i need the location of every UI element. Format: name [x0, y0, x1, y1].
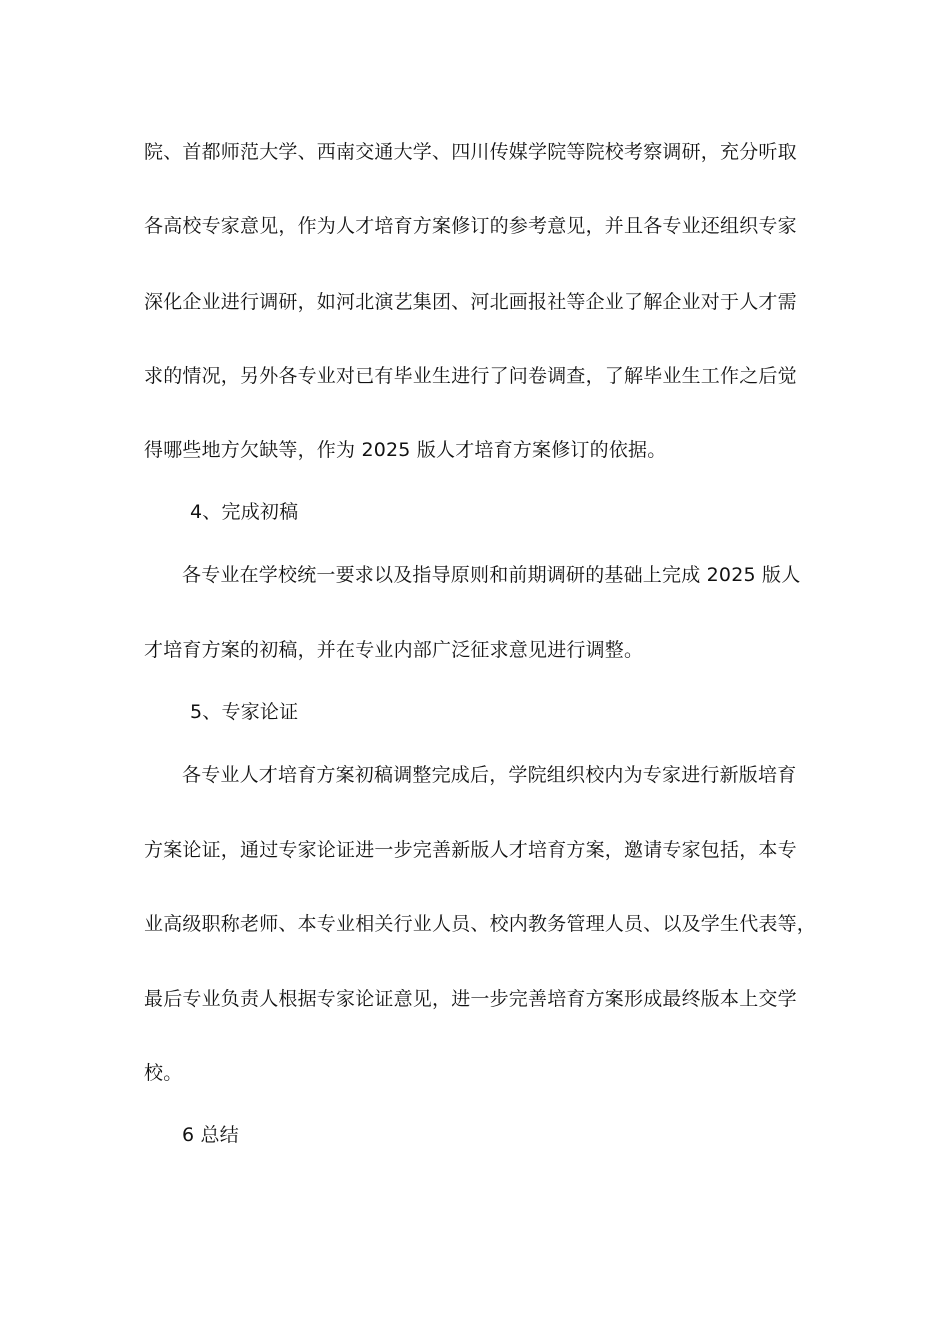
- section-heading: 5、专家论证: [190, 701, 299, 723]
- paragraph-line: 才培育方案的初稿，并在专业内部广泛征求意见进行调整。: [144, 639, 644, 661]
- paragraph-line: 方案论证，通过专家论证进一步完善新版人才培育方案，邀请专家包括，本专: [144, 839, 797, 861]
- paragraph-line: 各专业人才培育方案初稿调整完成后，学院组织校内为专家进行新版培育: [182, 764, 797, 786]
- section-heading: 4、完成初稿: [190, 501, 299, 523]
- paragraph-line: 各专业在学校统一要求以及指导原则和前期调研的基础上完成 2025 版人: [182, 564, 801, 586]
- paragraph-line: 最后专业负责人根据专家论证意见，进一步完善培育方案形成最终版本上交学: [144, 988, 797, 1010]
- paragraph-line: 院、首都师范大学、西南交通大学、四川传媒学院等院校考察调研，充分听取: [144, 141, 797, 163]
- paragraph-line: 深化企业进行调研，如河北演艺集团、河北画报社等企业了解企业对于人才需: [144, 291, 797, 313]
- paragraph-line: 各高校专家意见，作为人才培育方案修订的参考意见，并且各专业还组织专家: [144, 215, 797, 237]
- paragraph-line: 校。: [144, 1062, 183, 1084]
- paragraph-line: 求的情况，另外各专业对已有毕业生进行了问卷调查，了解毕业生工作之后觉: [144, 365, 797, 387]
- paragraph-line: 业高级职称老师、本专业相关行业人员、校内教务管理人员、以及学生代表等，: [144, 913, 817, 935]
- paragraph-line: 得哪些地方欠缺等，作为 2025 版人才培育方案修订的依据。: [144, 439, 667, 461]
- section-heading: 6 总结: [182, 1124, 239, 1146]
